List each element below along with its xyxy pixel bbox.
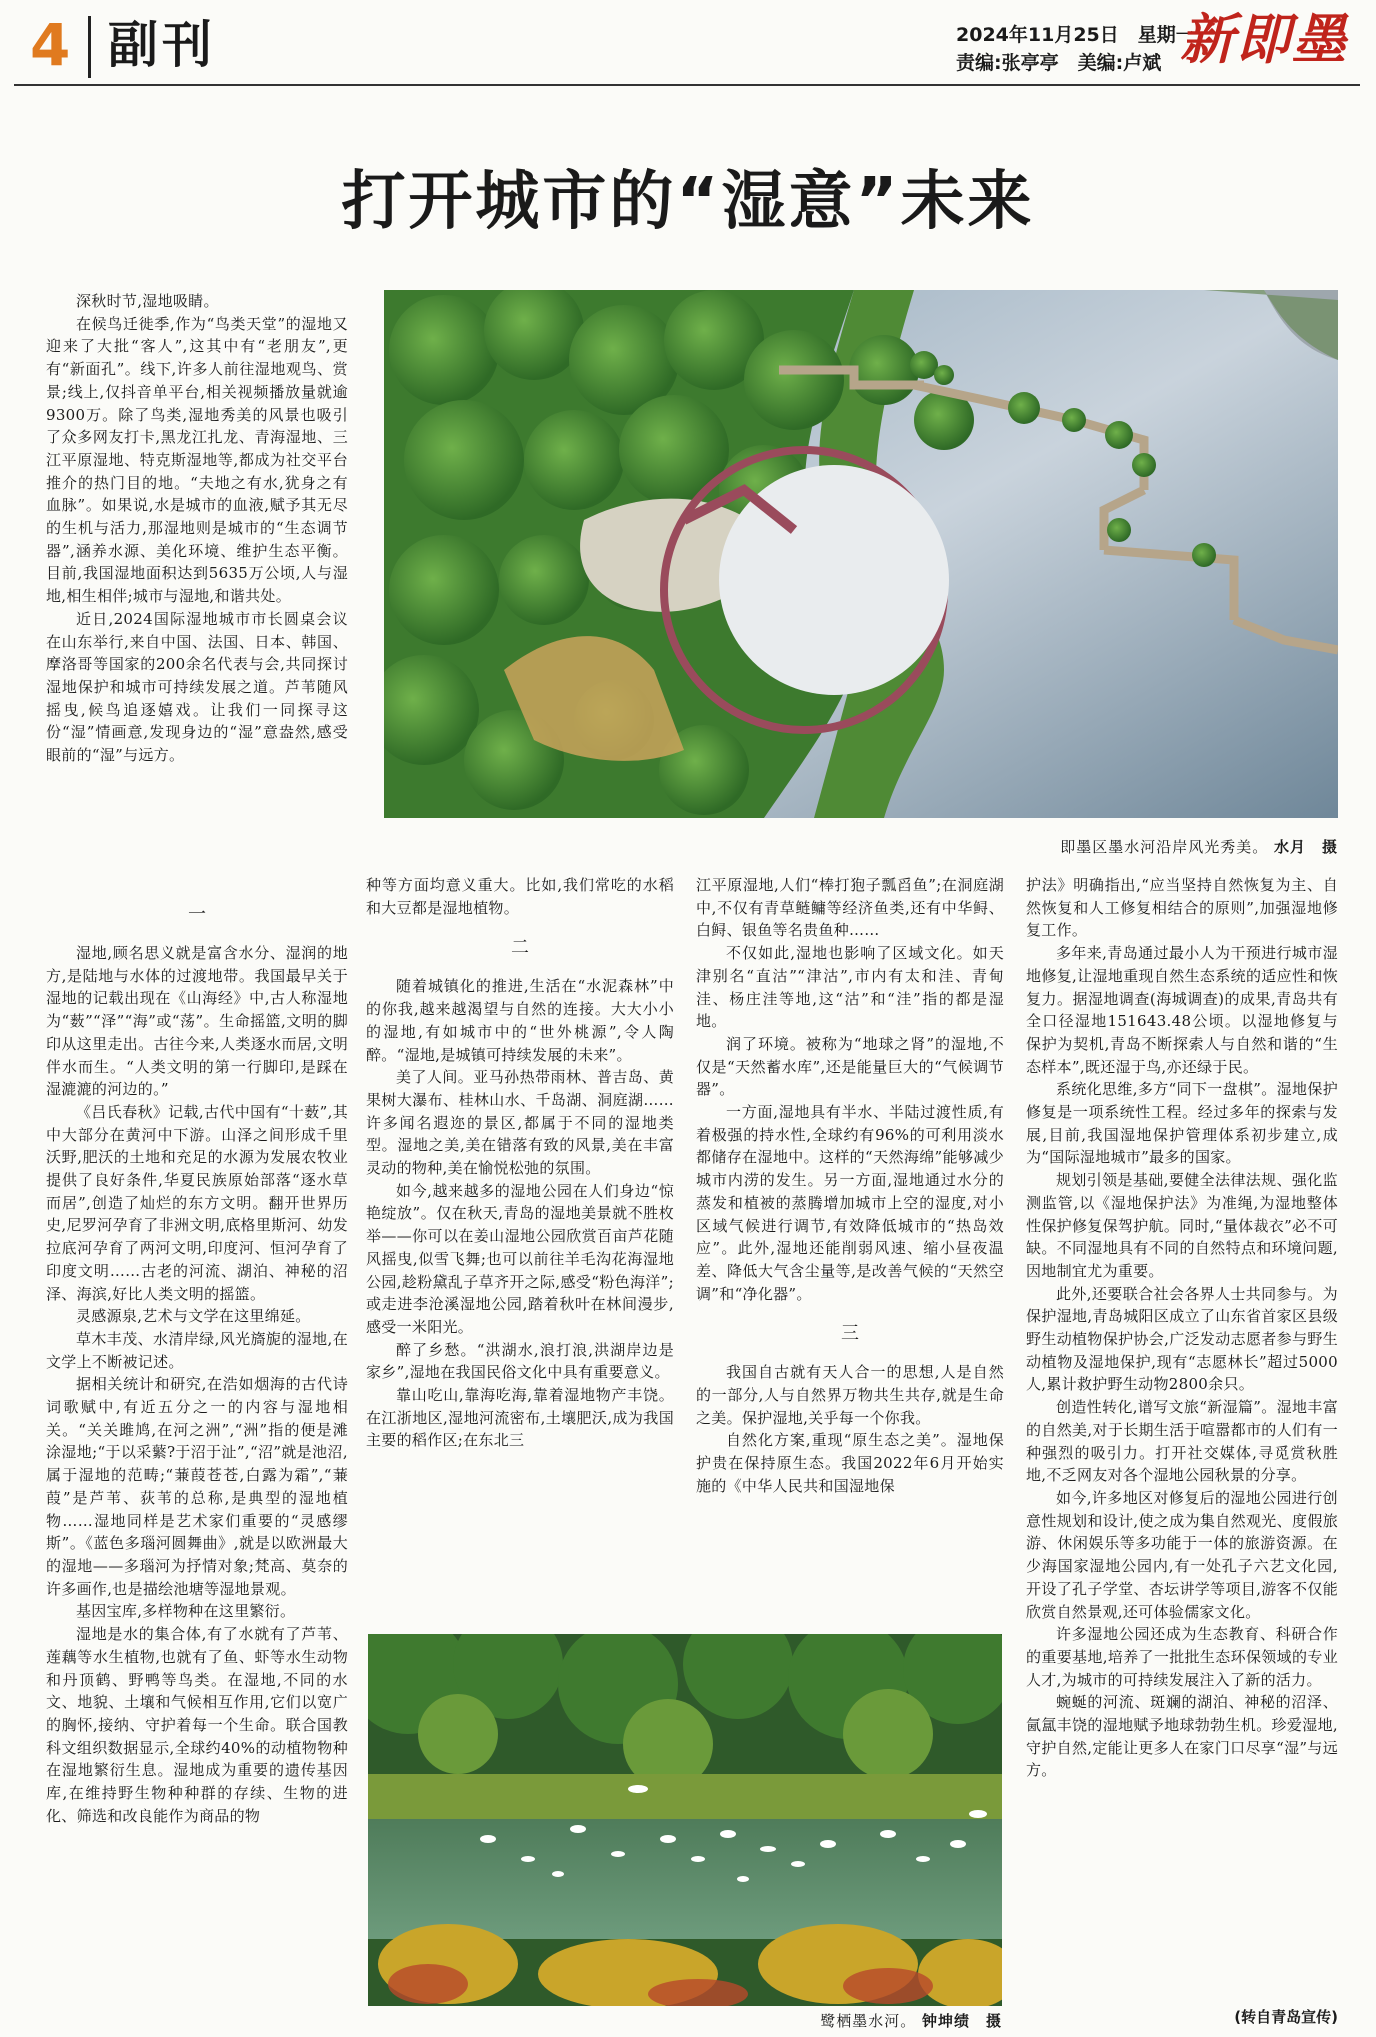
- body-paragraph: 我国自古就有天人合一的思想,人是自然的一部分,人与自然界万物共生共存,就是生命之美。保护湿地,关乎每一个你我。: [696, 1363, 1004, 1427]
- body-paragraph: 草木丰茂、水清岸绿,风光旖旎的湿地,在文学上不断被记述。: [46, 1329, 348, 1371]
- body-paragraph: 种等方面均意义重大。比如,我们常吃的水稻和大豆都是湿地植物。: [366, 876, 674, 917]
- date-line: 2024年11月25日 星期一: [956, 24, 1195, 46]
- body-paragraph: 美了人间。亚马孙热带雨林、普吉岛、黄果树大瀑布、桂林山水、千岛湖、洞庭湖……许多闻名遐迩的景区,都属于不同的湿地类型。湿地之美,美在错落有致的风景,美在丰富灵动的物种,美在愉悦松弛的氛围。: [366, 1068, 674, 1178]
- source-note: (转自青岛宣传): [1234, 2008, 1338, 2026]
- body-paragraph: 基因宝库,多样物种在这里繁衍。: [76, 1602, 296, 1621]
- body-paragraph: 醉了乡愁。“洪湖水,浪打浪,洪湖岸边是家乡”,湿地在我国民俗文化中具有重要意义。: [366, 1340, 674, 1382]
- header-divider: [88, 16, 91, 78]
- body-paragraph: 不仅如此,湿地也影响了区域文化。如天津别名“直沽”“津沽”,市内有太和洼、青甸洼、杨庄洼等地,这“沽”和“洼”指的都是湿地。: [696, 944, 1004, 1031]
- masthead-logo: 新即墨: [1180, 7, 1348, 71]
- body-paragraph: 规划引领是基础,要健全法律法规、强化监测监管,以《湿地保护法》为准绳,为湿地整体性保护修复保驾护航。同时,“量体裁衣”必不可缺。不同湿地具有不同的自然特点和环境问题,因地制宜尤为重要。: [1026, 1171, 1338, 1280]
- body-paragraph: 润了环境。被称为“地球之肾”的湿地,不仅是“天然蓄水库”,还是能量巨大的“气候调节器”。: [696, 1034, 1004, 1099]
- editors-line: 责编:张亭亭 美编:卢斌: [956, 52, 1162, 74]
- body-paragraph: 随着城镇化的推进,生活在“水泥森林”中的你我,越来越渴望与自然的连接。大大小小的湿地,有如城市中的“世外桃源”,令人陶醉。“湿地,是城镇可持续发展的未来”。: [366, 977, 674, 1064]
- column-4: [1026, 874, 1338, 1782]
- body-paragraph: 如今,越来越多的湿地公园在人们身边“惊艳绽放”。仅在秋天,青岛的湿地美景就不胜枚举——你可以在姜山湿地公园欣赏百亩芦花随风摇曳,似雪飞舞;也可以前往羊毛沟花海湿地公园,趁粉黛乱子草齐开之际,感受“粉色海洋”;或走进李沧溪湿地公园,踏着秋叶在林间漫步,感受一米阳光。: [366, 1181, 674, 1336]
- body-paragraph: 许多湿地公园还成为生态教育、科研合作的重要基地,培养了一批批生态环保领域的专业人才,为城市的可持续发展注入了新的活力。: [1026, 1625, 1338, 1689]
- body-paragraph: 创造性转化,谱写文旅“新湿篇”。湿地丰富的自然美,对于长期生活于喧嚣都市的人们有一种强烈的吸引力。打开社交媒体,寻觅赏秋胜地,不乏网友对各个湿地公园秋景的分享。: [1026, 1398, 1338, 1485]
- intro-text: [46, 290, 348, 767]
- column-3: [696, 874, 1004, 1498]
- photo1-caption: [790, 836, 1338, 857]
- body-paragraph: 《吕氏春秋》记载,古代中国有“十薮”,其中大部分在黄河中下游。山泽之间形成千里沃野,肥沃的土地和充足的水源为发展农牧业提供了良好条件,华夏民族原始部落“逐水草而居”,创造了灿烂的东方文明。翻开世界历史,尼罗河孕育了非洲文明,底格里斯河、幼发拉底河孕育了两河文明,印度河、恒河孕育了印度文明……古老的河流、湖泊、神秘的沼泽、海滨,好比人类文明的摇篮。: [46, 1102, 348, 1303]
- intro-paragraph: 近日,2024国际湿地城市市长圆桌会议在山东举行,来自中国、法国、日本、韩国、摩洛哥等国家的200余名代表与会,共同探讨湿地保护和城市可持续发展之道。芦苇随风摇曳,候鸟追逐嬉戏。让我们一同探寻这份“湿”情画意,发现身边的“湿”意盎然,感受眼前的“湿”与远方。: [46, 609, 348, 765]
- photo1-credit: 水月 摄: [1273, 838, 1338, 856]
- aerial-wetland-photo: [384, 290, 1338, 818]
- body-paragraph: 湿地,顾名思义就是富含水分、湿润的地方,是陆地与水体的过渡地带。我国最早关于湿地的记载出现在《山海经》中,古人称湿地为“薮”“泽”“海”或“荡”。生命摇篮,文明的脚印从这里走出。古往今来,人类逐水而居,文明伴水而生。“人类文明的第一行脚印,是踩在湿漉漉的河边的。”: [46, 944, 348, 1099]
- body-paragraph: 自然化方案,重现“原生态之美”。湿地保护贵在保持原生态。我国2022年6月开始实施的《中华人民共和国湿地保: [696, 1431, 1004, 1495]
- body-paragraph: 江平原湿地,人们“棒打狍子瓢舀鱼”;在洞庭湖中,不仅有青草鲢鳙等经济鱼类,还有中华鲟、白鲟、银鱼等名贵鱼种……: [696, 876, 1004, 940]
- body-paragraph: 护法》明确指出,“应当坚持自然恢复为主、自然恢复和人工修复相结合的原则”,加强湿地修复工作。: [1026, 876, 1338, 940]
- section-number-one: 一: [188, 904, 206, 925]
- body-paragraph: 系统化思维,多方“同下一盘棋”。湿地保护修复是一项系统性工程。经过多年的探索与发展,目前,我国湿地保护管理体系初步建立,成为“国际湿地城市”最多的国家。: [1026, 1080, 1338, 1167]
- photo2-credit: 钟坤绩 摄: [921, 2012, 1002, 2030]
- column-1: [46, 886, 348, 1827]
- body-paragraph: 此外,还要联合社会各界人士共同参与。为保护湿地,青岛城阳区成立了山东省首家区县级野生动植物保护协会,广泛发动志愿者参与野生动植物及湿地保护,现有“志愿林长”超过5000人,累计救护野生动物2800余只。: [1026, 1284, 1338, 1394]
- intro-paragraph: 深秋时节,湿地吸睛。: [76, 292, 219, 310]
- body-paragraph: 蜿蜒的河流、斑斓的湖泊、神秘的沼泽、氤氲丰饶的湿地赋予地球勃勃生机。珍爱湿地,守护自然,定能让更多人在家门口尽享“湿”与远方。: [1026, 1693, 1338, 1780]
- intro-paragraph: 在候鸟迁徙季,作为“鸟类天堂”的湿地又迎来了大批“客人”,这其中有“老朋友”,更有“新面孔”。线下,许多人前往湿地观鸟、赏景;线上,仅抖音单平台,相关视频播放量就逾9300万。除了鸟类,湿地秀美的风景也吸引了众多网友打卡,黑龙江扎龙、青海湿地、三江平原湿地、特克斯湿地等,都成为社交平台推介的热门目的地。“夫地之有水,犹身之有血脉”。如果说,水是城市的血液,赋予其无尽的生机与活力,那湿地则是城市的“生态调节器”,涵养水源、美化环境、维护生态平衡。目前,我国湿地面积达到5635万公顷,人与湿地,相生相伴;城市与湿地,和谐共处。: [46, 314, 348, 606]
- body-paragraph: 一方面,湿地具有半水、半陆过渡性质,有着极强的持水性,全球约有96%的可利用淡水都储存在湿地中。这样的“天然海绵”能够减少城市内涝的发生。另一方面,湿地通过水分的蒸发和植被的蒸腾增加城市上空的湿度,对小区域气候进行调节,有效降低城市的“热岛效应”。此外,湿地还能削弱风速、缩小昼夜温差、降低大气含尘量等,是改善气候的“天然空调”和“净化器”。: [696, 1103, 1004, 1303]
- body-paragraph: 靠山吃山,靠海吃海,靠着湿地物产丰饶。在江浙地区,湿地河流密布,土壤肥沃,成为我国主要的稻作区;在东北三: [366, 1386, 674, 1450]
- section-title: 副刊: [108, 16, 216, 74]
- egrets-photo: [368, 1634, 1002, 2006]
- photo2-caption-text: 鹭栖墨水河。: [820, 2012, 917, 2030]
- header-rule: [14, 84, 1360, 86]
- body-paragraph: 如今,许多地区对修复后的湿地公园进行创意性规划和设计,使之成为集自然观光、度假旅游、休闲娱乐等多功能于一体的旅游资源。在少海国家湿地公园内,有一处孔子六艺文化园,开设了孔子学堂、杏坛讲学等项目,游客不仅能欣赏自然景观,还可体验儒家文化。: [1026, 1488, 1338, 1621]
- photo1-caption-text: 即墨区墨水河沿岸风光秀美。: [1060, 838, 1269, 856]
- body-paragraph: 据相关统计和研究,在浩如烟海的古代诗词歌赋中,有近五分之一的内容与湿地相关。“关关雎鸠,在河之洲”,“洲”指的便是滩涂湿地;“于以采蘩?于沼于沚”,“沼”就是池沼,属于湿地的范畴;“蒹葭苍苍,白露为霜”,“蒹葭”是芦苇、荻苇的总称,是典型的湿地植物……湿地同样是艺术家们重要的“灵感缪斯”。《蓝色多瑙河圆舞曲》,就是以欧洲最大的湿地——多瑙河为抒情对象;梵高、莫奈的许多画作,也是描绘池塘等湿地景观。: [46, 1375, 348, 1598]
- headline: 打开城市的“湿意”未来: [341, 165, 1035, 239]
- body-paragraph: 多年来,青岛通过最小人为干预进行城市湿地修复,让湿地重现自然生态系统的适应性和恢复力。据湿地调查(海城调查)的成果,青岛共有全口径湿地151643.48公顷。以湿地修复与保护为契机,青岛不断探索人与自然和谐的“生态样本”,既还湿于鸟,亦还绿于民。: [1026, 944, 1338, 1076]
- photo2-caption: [580, 2010, 1002, 2031]
- body-paragraph: 湿地是水的集合体,有了水就有了芦苇、莲藕等水生植物,也就有了鱼、虾等水生动物和丹顶鹤、野鸭等鸟类。在湿地,不同的水文、地貌、土壤和气候相互作用,它们以宽广的胸怀,接纳、守护着每一个生命。联合国教科文组织数据显示,全球约40%的动植物物种在湿地繁衍生息。湿地成为重要的遗传基因库,在维持野生物种种群的存续、生物的进化、筛选和改良能作为商品的物: [46, 1625, 348, 1825]
- page-number: 4: [30, 11, 71, 79]
- column-2: [366, 874, 674, 1452]
- section-number-two: 二: [511, 937, 529, 959]
- body-paragraph: 灵感源泉,艺术与文学在这里绵延。: [76, 1307, 311, 1326]
- section-number-three: 三: [841, 1323, 859, 1345]
